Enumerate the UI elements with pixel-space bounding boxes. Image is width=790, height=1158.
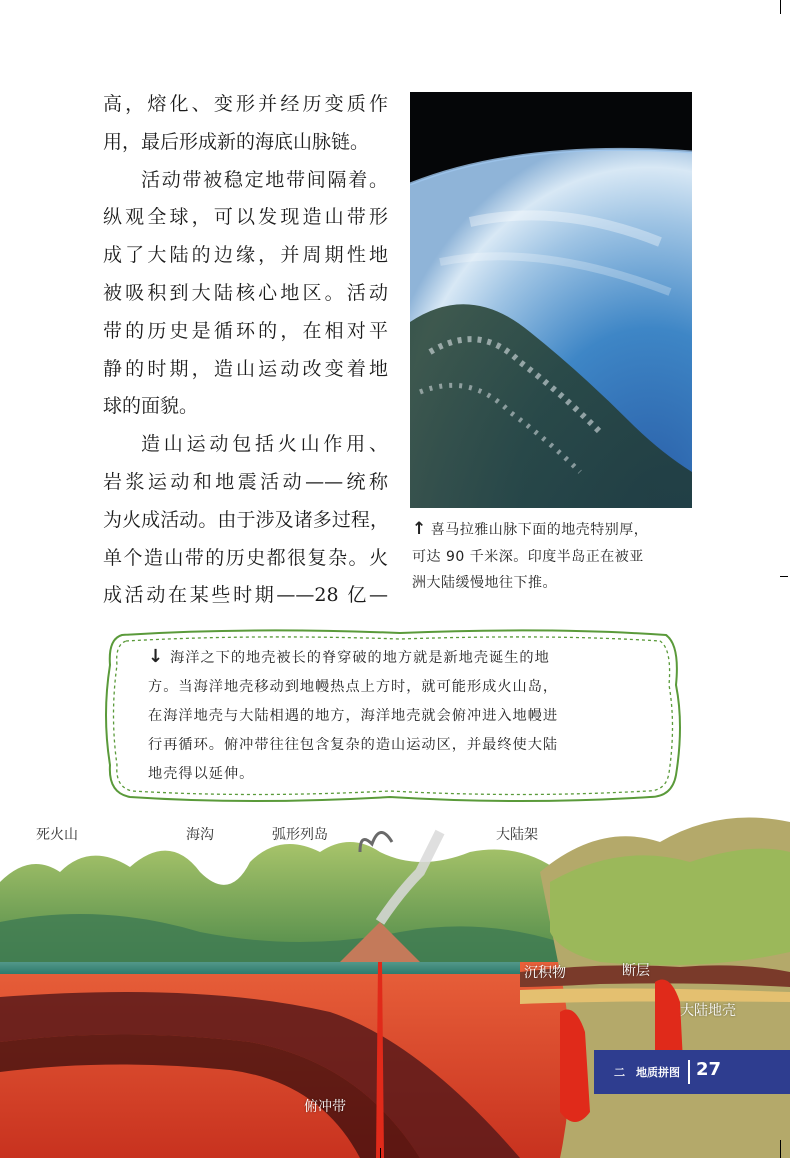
label-subduction-zone: 俯冲带 (304, 1099, 346, 1115)
crop-mark (780, 0, 781, 14)
text-line: 被吸积到大陆核心地区。活动 (103, 281, 388, 304)
text-line: 成了大陆的边缘，并周期性地 (103, 244, 388, 267)
label-trench: 海沟 (186, 827, 214, 843)
text-line: 成活动在某些时期——28 亿— (103, 584, 388, 607)
note-text (148, 642, 656, 789)
note-line-5: 地壳得以延伸。 (148, 766, 255, 782)
plate-tectonics-cross-section (0, 812, 790, 1158)
note-text-span: 海洋之下的地壳被长的脊穿破的地方就是新地壳诞生的地 (170, 650, 550, 666)
text-line: 用，最后形成新的海底山脉链。 (103, 130, 370, 153)
text-line: 静的时期，造山运动改变着地 (103, 357, 388, 380)
section-title: 地质拼图 (636, 1066, 680, 1079)
note-line-2: 方。当海洋地壳移动到地幔热点上方时，就可能形成火山岛， (148, 679, 559, 695)
note-line-3: 在海洋地壳与大陆相遇的地方，海洋地壳就会俯冲进入地幔进 (148, 708, 559, 724)
page-footer (594, 1050, 790, 1094)
down-arrow-icon: ↓ (148, 646, 165, 667)
section-number: 二 (614, 1066, 625, 1079)
label-dead-volcano: 死火山 (36, 827, 78, 843)
up-arrow-icon: ↑ (412, 519, 427, 539)
cross-section-illustration (0, 812, 790, 1158)
text-line: 带的历史是循环的，在相对平 (103, 319, 388, 342)
text-line: 纵观全球，可以发现造山带形 (103, 206, 388, 229)
label-island-arc: 弧形列岛 (272, 827, 328, 843)
text-line: 为火成活动。由于涉及诸多过程， (103, 508, 388, 531)
text-line: 高，熔化、变形并经历变质作 (103, 93, 388, 115)
text-line: 单个造山带的历史都很复杂。火 (103, 546, 388, 569)
label-fault: 断层 (622, 963, 650, 979)
label-continental-shelf: 大陆架 (496, 827, 538, 843)
crop-mark (780, 576, 788, 577)
crop-mark (380, 1148, 381, 1158)
earth-from-space-photo (410, 92, 692, 508)
caption-text: 喜马拉雅山脉下面的地壳特别厚， (430, 522, 649, 538)
text-line: 岩浆运动和地震活动——统称 (103, 470, 388, 493)
page-number: 27 (696, 1059, 722, 1080)
text-line: 造山运动包括火山作用、 (141, 433, 388, 456)
body-text (103, 86, 388, 615)
text-line: 球的面貌。 (103, 395, 199, 418)
caption-line-2: 可达 90 千米深。印度半岛正在被亚 (412, 548, 644, 565)
caption-line-1 (412, 516, 694, 544)
label-sediment: 沉积物 (524, 965, 566, 981)
caption-line-3: 洲大陆缓慢地往下推。 (412, 575, 557, 591)
divider (688, 1060, 690, 1084)
note-line-4: 行再循环。俯冲带往往包含复杂的造山运动区，并最终使大陆 (148, 737, 559, 753)
photo-caption (412, 516, 694, 597)
earth-illustration (410, 92, 692, 508)
note-line-1 (148, 642, 656, 673)
text-line: 活动带被稳定地带间隔着。 (141, 168, 388, 191)
crop-mark (780, 1140, 781, 1158)
label-continental-crust: 大陆地壳 (680, 1003, 736, 1019)
